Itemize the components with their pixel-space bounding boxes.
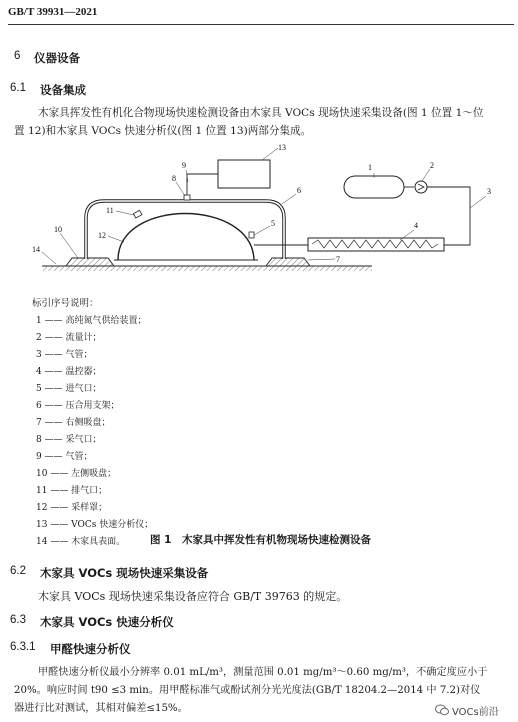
callout-13: 13 [278,143,286,152]
legend-item: 8 —— 采气口； [36,435,102,445]
flowmeter [415,181,427,193]
callout-3: 3 [487,187,491,196]
callout-8: 8 [172,174,176,183]
section-6-2-body: 木家具 VOCs 现场快速采集设备应符合 GB/T 39763 的规定。 [38,590,348,603]
legend-title: 标引序号说明： [32,298,99,309]
section-6-1-body-line2: 置 12)和木家具 VOCs 快速分析仪(图 1 位置 13)两部分集成。 [14,125,312,137]
section-6-3-1-body-line3: 器进行比对测试，其相对偏差≤15%。 [14,703,188,714]
callout-7: 7 [336,255,340,264]
callout-12: 12 [98,231,106,240]
legend-item: 13 —— VOCs 快速分析仪； [36,520,154,530]
callout-11: 11 [106,206,114,215]
legend-item: 12 —— 采样罩； [36,503,108,513]
legend-item: 3 —— 气管； [36,350,93,360]
figure-caption: 图 1 木家具中挥发性有机物现场快速检测设备 [150,534,371,546]
exhaust-port [133,210,142,218]
section-6-1-body-line1: 木家具挥发性有机化合物现场快速检测设备由木家具 VOCs 现场快速采集设备(图 1 位置 1～位 [38,107,484,119]
legend-item: 6 —— 压合用支架； [36,401,120,411]
legend-item: 10 —— 左侧吸盘； [36,469,117,479]
standard-id: GB/T 39931—2021 [8,6,98,18]
legend-item: 7 —— 右侧吸盘； [36,418,111,428]
callout-2: 2 [430,161,434,170]
legend-item: 4 —— 温控器； [36,367,102,377]
surface-hatch [42,266,372,271]
section-6-3-1-number: 6.3.1 [10,641,36,653]
gas-pipe-9 [187,174,218,195]
watermark-text: VOCs前沿 [452,707,499,718]
legend-item: 2 —— 流量计； [36,333,102,343]
section-6-2-number: 6.2 [10,565,26,577]
equipment-diagram [0,138,518,288]
section-6-number: 6 [14,50,21,62]
legend-item: 11 —— 排气口； [36,486,108,496]
legend-item: 1 —— 高纯氮气供给装置； [36,316,147,326]
section-6-3-1-body-line1: 甲醛快速分析仪最小分辨率 0.01 mL/m³，测量范围 0.01 mg/m³～0.60 mg/m³，不确定度应小于 [38,667,488,678]
callout-5: 5 [271,219,275,228]
wechat-icon [435,701,449,720]
sampling-hood [118,214,254,261]
nitrogen-supply [344,176,404,198]
header-rule [8,24,514,25]
legend-item: 9 —— 气管； [36,452,93,462]
callout-6: 6 [297,186,301,195]
left-suction-cup [66,258,114,266]
callout-9: 9 [182,161,186,170]
legend-item: 5 —— 进气口； [36,384,102,394]
inlet-port [249,232,254,238]
callout-14: 14 [32,245,40,254]
temperature-controller [308,238,444,251]
section-6-3-1-body-line2: 20%。响应时间 t90 ≤3 min。用甲醛标准气或酚试剂分光光度法(GB/T 18204.2—2014 中 7.2)对仪 [14,685,481,696]
section-6-3-title: 木家具 VOCs 快速分析仪 [40,615,174,629]
section-6-title: 仪器设备 [34,51,80,65]
callout-4: 4 [414,221,418,230]
right-suction-cup [266,258,310,266]
callout-10: 10 [54,225,62,234]
section-6-1-title: 设备集成 [40,83,86,97]
watermark [432,700,502,721]
gas-pipe-3 [427,187,470,245]
section-6-3-1-title: 甲醛快速分析仪 [50,642,131,656]
callout-1: 1 [368,163,372,172]
section-6-1-number: 6.1 [10,82,26,94]
section-6-2-title: 木家具 VOCs 现场快速采集设备 [40,566,209,580]
section-6-3-number: 6.3 [10,614,26,626]
vocs-analyzer [218,160,270,188]
legend-item: 14 —— 木家具表面。 [36,537,126,547]
